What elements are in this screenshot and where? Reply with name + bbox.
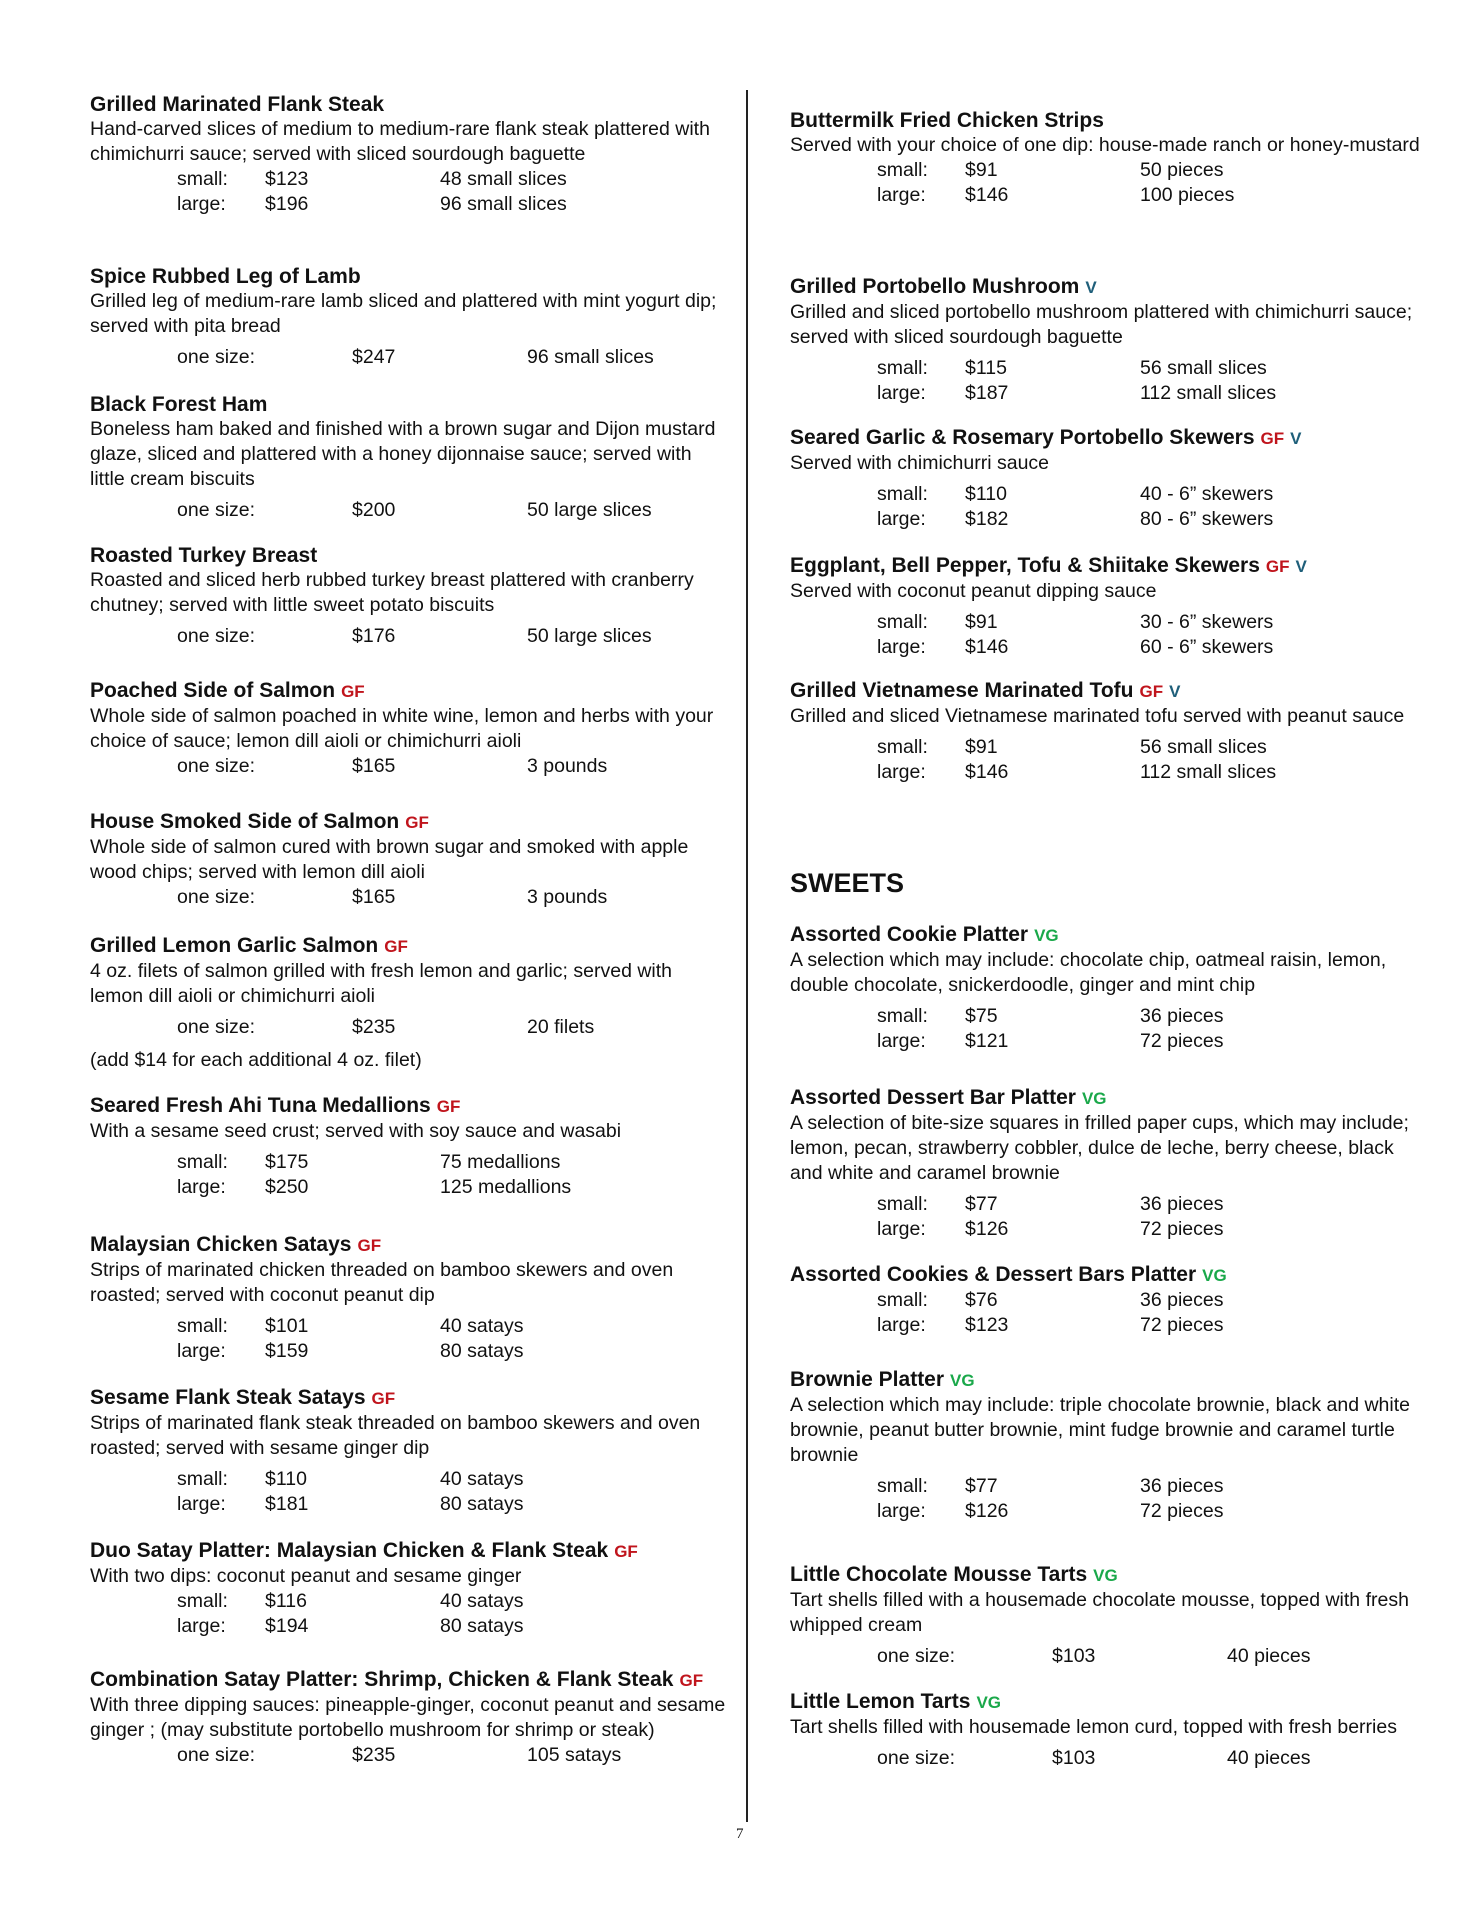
- quantity-value: 40 - 6” skewers: [1140, 483, 1274, 505]
- size-label: one size:: [177, 755, 256, 777]
- price-value: $75: [965, 1005, 998, 1027]
- price-value: $123: [265, 168, 309, 190]
- price-block: [790, 482, 1430, 532]
- item-description: Grilled leg of medium-rare lamb sliced and plattered with mint yogurt dip; served with pita bread: [90, 290, 717, 337]
- item-title: [90, 809, 730, 835]
- menu-item: [90, 933, 730, 1073]
- price-block: [790, 1644, 1430, 1669]
- size-label: large:: [877, 1500, 926, 1522]
- menu-item: [790, 678, 1430, 785]
- dietary-badge: VG: [1202, 1266, 1227, 1285]
- price-row: [90, 1175, 730, 1200]
- price-value: $146: [965, 761, 1009, 783]
- price-value: $146: [965, 636, 1009, 658]
- quantity-value: 50 pieces: [1140, 159, 1224, 181]
- dietary-badge: GF: [1265, 557, 1290, 576]
- size-label: small:: [177, 1315, 228, 1337]
- price-value: $103: [1052, 1747, 1096, 1769]
- item-title-text: Sesame Flank Steak Satays: [90, 1386, 366, 1409]
- item-title: [790, 1562, 1430, 1588]
- item-title: [790, 678, 1430, 704]
- quantity-value: 100 pieces: [1140, 184, 1235, 206]
- quantity-value: 40 pieces: [1227, 1645, 1311, 1667]
- menu-item: [790, 1085, 1430, 1242]
- price-value: $76: [965, 1289, 998, 1311]
- price-value: $91: [965, 159, 998, 181]
- quantity-value: 105 satays: [527, 1744, 622, 1766]
- item-description: Boneless ham baked and finished with a brown sugar and Dijon mustard glaze, sliced and plattered with a honey dijonnaise sauce; served with little cream biscuits: [90, 418, 716, 490]
- price-block: [90, 498, 730, 523]
- price-value: $200: [352, 499, 396, 521]
- size-label: large:: [177, 193, 226, 215]
- item-title: [90, 264, 730, 289]
- price-row: [790, 356, 1430, 381]
- quantity-value: 56 small slices: [1140, 736, 1267, 758]
- price-value: $115: [965, 357, 1007, 379]
- size-label: large:: [877, 184, 926, 206]
- quantity-value: 30 - 6” skewers: [1140, 611, 1274, 633]
- size-label: small:: [877, 483, 928, 505]
- dietary-badge: GF: [679, 1671, 704, 1690]
- size-label: small:: [877, 1289, 928, 1311]
- size-label: large:: [877, 508, 926, 530]
- menu-item: [790, 425, 1430, 532]
- price-row: [90, 167, 730, 192]
- item-title: [90, 1385, 730, 1411]
- price-row: [90, 345, 730, 370]
- quantity-value: 72 pieces: [1140, 1500, 1224, 1522]
- item-title-text: Combination Satay Platter: Shrimp, Chicken & Flank Steak: [90, 1668, 674, 1691]
- price-value: $176: [352, 625, 396, 647]
- price-row: [790, 1313, 1430, 1338]
- quantity-value: 3 pounds: [527, 755, 608, 777]
- price-block: [90, 1743, 730, 1768]
- item-title: [90, 1093, 730, 1119]
- size-label: small:: [877, 1475, 928, 1497]
- price-row: [790, 735, 1430, 760]
- price-value: $235: [352, 1744, 396, 1766]
- menu-item: [90, 392, 730, 523]
- quantity-value: 112 small slices: [1140, 382, 1277, 404]
- quantity-value: 72 pieces: [1140, 1314, 1224, 1336]
- size-label: large:: [877, 1218, 926, 1240]
- size-label: one size:: [177, 346, 256, 368]
- menu-item: [90, 809, 730, 910]
- item-title: [90, 92, 730, 117]
- price-block: [90, 885, 730, 910]
- item-description: 4 oz. filets of salmon grilled with fresh lemon and garlic; served with lemon dill aioli or chimichurri aioli: [90, 960, 673, 1007]
- dietary-badge: GF: [405, 813, 429, 832]
- size-label: large:: [877, 1314, 926, 1336]
- item-title: [790, 553, 1430, 579]
- quantity-value: 75 medallions: [440, 1151, 561, 1173]
- price-block: [90, 1015, 730, 1040]
- price-row: [790, 760, 1430, 785]
- item-title-text: Assorted Cookie Platter: [790, 923, 1029, 946]
- quantity-value: 80 satays: [440, 1340, 524, 1362]
- item-title-text: Seared Fresh Ahi Tuna Medallions: [90, 1094, 431, 1117]
- price-block: [790, 1192, 1430, 1242]
- item-description: Served with coconut peanut dipping sauce: [790, 580, 1157, 602]
- item-title: [790, 1085, 1430, 1111]
- item-description: Whole side of salmon cured with brown sugar and smoked with apple wood chips; served with lemon dill aioli: [90, 836, 689, 883]
- menu-item: [90, 1232, 730, 1364]
- item-description: Hand-carved slices of medium to medium-rare flank steak plattered with chimichurri sauce; served with sliced sourdough baguette: [90, 118, 710, 165]
- item-title-text: Assorted Cookies & Dessert Bars Platter: [790, 1263, 1197, 1286]
- item-title: [90, 1538, 730, 1564]
- price-row: [790, 1746, 1430, 1771]
- quantity-value: 60 - 6” skewers: [1140, 636, 1274, 658]
- dietary-badge: GF: [341, 682, 365, 701]
- item-title: [90, 543, 730, 568]
- menu-item: [790, 1562, 1430, 1669]
- price-value: $247: [352, 346, 396, 368]
- menu-item: [790, 108, 1430, 208]
- price-row: [790, 635, 1430, 660]
- price-row: [790, 158, 1430, 183]
- size-label: small:: [177, 1468, 228, 1490]
- size-label: large:: [877, 761, 926, 783]
- item-title-text: House Smoked Side of Salmon: [90, 810, 400, 833]
- dietary-badge: GF: [1260, 429, 1285, 448]
- price-block: [790, 1746, 1430, 1771]
- size-label: small:: [177, 168, 228, 190]
- item-title-text: Buttermilk Fried Chicken Strips: [790, 109, 1104, 132]
- price-value: $77: [965, 1193, 998, 1215]
- item-title-text: Brownie Platter: [790, 1368, 945, 1391]
- quantity-value: 40 satays: [440, 1590, 524, 1612]
- size-label: small:: [177, 1590, 228, 1612]
- price-block: [790, 1474, 1430, 1524]
- size-label: large:: [177, 1176, 226, 1198]
- sweets-heading: SWEETS: [790, 868, 905, 898]
- menu-item: [790, 274, 1430, 406]
- price-value: $187: [965, 382, 1009, 404]
- price-row: [790, 1192, 1430, 1217]
- price-row: [790, 1644, 1430, 1669]
- item-description: Served with chimichurri sauce: [790, 452, 1050, 474]
- price-block: [90, 1150, 730, 1200]
- price-value: $77: [965, 1475, 998, 1497]
- menu-item: [790, 1262, 1430, 1338]
- dietary-badge: VG: [950, 1371, 975, 1390]
- item-title-text: Poached Side of Salmon: [90, 679, 336, 702]
- price-row: [790, 1474, 1430, 1499]
- quantity-value: 112 small slices: [1140, 761, 1277, 783]
- quantity-value: 40 pieces: [1227, 1747, 1311, 1769]
- price-value: $91: [965, 736, 998, 758]
- item-description: Roasted and sliced herb rubbed turkey breast plattered with cranberry chutney; served with little sweet potato biscuits: [90, 569, 694, 616]
- price-value: $101: [265, 1315, 309, 1337]
- price-row: [790, 183, 1430, 208]
- size-label: small:: [877, 1193, 928, 1215]
- quantity-value: 20 filets: [527, 1016, 595, 1038]
- price-block: [790, 1004, 1430, 1054]
- menu-item: [90, 1385, 730, 1517]
- size-label: large:: [877, 1030, 926, 1052]
- dietary-badge: GF: [436, 1097, 461, 1116]
- price-row: [790, 1004, 1430, 1029]
- size-label: one size:: [177, 1016, 256, 1038]
- item-description: Strips of marinated chicken threaded on bamboo skewers and oven roasted; served with coconut peanut dip: [90, 1259, 674, 1306]
- menu-item: [90, 1538, 730, 1639]
- size-label: large:: [877, 382, 926, 404]
- item-description: Tart shells filled with housemade lemon curd, topped with fresh berries: [790, 1716, 1397, 1738]
- item-title: [90, 1667, 730, 1693]
- size-label: small:: [877, 159, 928, 181]
- item-description: With three dipping sauces: pineapple-ginger, coconut peanut and sesame ginger ; (may substitute portobello mushroom for shrimp or steak): [90, 1694, 726, 1741]
- price-block: [90, 1467, 730, 1517]
- size-label: small:: [877, 736, 928, 758]
- size-label: one size:: [177, 499, 256, 521]
- item-title-text: Grilled Lemon Garlic Salmon: [90, 934, 379, 957]
- quantity-value: 40 satays: [440, 1468, 524, 1490]
- item-description: Tart shells filled with a housemade chocolate mousse, topped with fresh whipped cream: [790, 1589, 1409, 1636]
- price-row: [790, 1217, 1430, 1242]
- quantity-value: 3 pounds: [527, 886, 608, 908]
- price-row: [90, 192, 730, 217]
- quantity-value: 96 small slices: [440, 193, 567, 215]
- price-value: $103: [1052, 1645, 1096, 1667]
- quantity-value: 50 large slices: [527, 499, 652, 521]
- price-row: [90, 1150, 730, 1175]
- item-title-text: Seared Garlic & Rosemary Portobello Skewers: [790, 426, 1255, 449]
- dietary-badge: GF: [357, 1236, 382, 1255]
- size-label: one size:: [177, 625, 256, 647]
- item-title-text: Black Forest Ham: [90, 393, 268, 416]
- size-label: small:: [877, 611, 928, 633]
- quantity-value: 48 small slices: [440, 168, 567, 190]
- dietary-badge: V: [1295, 557, 1307, 576]
- item-description: Grilled and sliced Vietnamese marinated tofu served with peanut sauce: [790, 705, 1405, 727]
- price-row: [790, 610, 1430, 635]
- dietary-badge: VG: [976, 1693, 1002, 1712]
- price-value: $175: [265, 1151, 309, 1173]
- quantity-value: 80 satays: [440, 1615, 524, 1637]
- price-value: $194: [265, 1615, 309, 1637]
- price-block: [90, 624, 730, 649]
- item-description: Grilled and sliced portobello mushroom plattered with chimichurri sauce; served with sliced sourdough baguette: [790, 301, 1413, 348]
- price-block: [790, 356, 1430, 406]
- price-row: [90, 624, 730, 649]
- dietary-badge: GF: [614, 1542, 638, 1561]
- item-title-text: Little Lemon Tarts: [790, 1690, 971, 1713]
- price-row: [90, 1015, 730, 1040]
- price-block: [90, 1314, 730, 1364]
- item-title: [790, 1689, 1430, 1715]
- item-description: A selection of bite-size squares in frilled paper cups, which may include; lemon, pecan, strawberry cobbler, dulce de leche, berry cheese, black and white and caramel brownie: [790, 1112, 1409, 1184]
- price-row: [790, 1029, 1430, 1054]
- menu-item: [90, 264, 730, 370]
- price-row: [790, 507, 1430, 532]
- item-title-text: Eggplant, Bell Pepper, Tofu & Shiitake Skewers: [790, 554, 1260, 577]
- quantity-value: 80 satays: [440, 1493, 524, 1515]
- item-title-text: Grilled Marinated Flank Steak: [90, 93, 385, 116]
- price-value: $91: [965, 611, 998, 633]
- menu-item: [90, 1667, 730, 1768]
- dietary-badge: V: [1085, 278, 1097, 297]
- item-title: [790, 1367, 1430, 1393]
- item-description: Served with your choice of one dip: house-made ranch or honey-mustard: [790, 134, 1420, 156]
- price-value: $235: [352, 1016, 396, 1038]
- size-label: large:: [177, 1615, 226, 1637]
- price-row: [90, 498, 730, 523]
- item-description: Whole side of salmon poached in white wine, lemon and herbs with your choice of sauce; lemon dill aioli or chimichurri aioli: [90, 705, 714, 752]
- price-value: $250: [265, 1176, 309, 1198]
- item-title: [790, 1262, 1430, 1288]
- quantity-value: 80 - 6” skewers: [1140, 508, 1274, 530]
- size-label: large:: [177, 1493, 226, 1515]
- size-label: small:: [877, 1005, 928, 1027]
- item-title-text: Duo Satay Platter: Malaysian Chicken & Flank Steak: [90, 1539, 609, 1562]
- item-title-text: Assorted Dessert Bar Platter: [790, 1086, 1076, 1109]
- item-title-text: Little Chocolate Mousse Tarts: [790, 1563, 1088, 1586]
- quantity-value: 36 pieces: [1140, 1005, 1224, 1027]
- quantity-value: 125 medallions: [440, 1176, 572, 1198]
- price-block: [790, 158, 1430, 208]
- price-block: [90, 167, 730, 217]
- size-label: one size:: [877, 1645, 956, 1667]
- price-value: $110: [965, 483, 1007, 505]
- price-row: [90, 1339, 730, 1364]
- quantity-value: 36 pieces: [1140, 1289, 1224, 1311]
- quantity-value: 36 pieces: [1140, 1475, 1224, 1497]
- quantity-value: 56 small slices: [1140, 357, 1267, 379]
- dietary-badge: GF: [384, 937, 408, 956]
- price-row: [790, 1499, 1430, 1524]
- item-description: Strips of marinated flank steak threaded on bamboo skewers and oven roasted; served with sesame ginger dip: [90, 1412, 701, 1459]
- price-row: [790, 482, 1430, 507]
- quantity-value: 36 pieces: [1140, 1193, 1224, 1215]
- item-title: [90, 1232, 730, 1258]
- item-description: A selection which may include: chocolate chip, oatmeal raisin, lemon, double chocolate, snickerdoodle, ginger and mint chip: [790, 949, 1387, 996]
- menu-item: [90, 678, 730, 779]
- item-title-text: Spice Rubbed Leg of Lamb: [90, 265, 361, 288]
- menu-item: [790, 1367, 1430, 1524]
- price-row: [90, 1743, 730, 1768]
- dietary-badge: GF: [371, 1389, 396, 1408]
- price-value: $126: [965, 1500, 1009, 1522]
- size-label: large:: [877, 636, 926, 658]
- dietary-badge: GF: [1139, 682, 1164, 701]
- item-description: A selection which may include: triple chocolate brownie, black and white brownie, peanut butter brownie, mint fudge brownie and caramel turtle brownie: [790, 1394, 1411, 1466]
- price-block: [790, 735, 1430, 785]
- item-title: [790, 922, 1430, 948]
- item-title: [90, 678, 730, 704]
- item-title-text: Malaysian Chicken Satays: [90, 1233, 352, 1256]
- quantity-value: 96 small slices: [527, 346, 654, 368]
- price-value: $181: [265, 1493, 309, 1515]
- menu-item: [790, 553, 1430, 660]
- menu-item: [790, 922, 1430, 1054]
- price-value: $146: [965, 184, 1009, 206]
- price-value: $165: [352, 886, 396, 908]
- price-row: [90, 754, 730, 779]
- price-value: $116: [265, 1590, 307, 1612]
- item-title: [790, 108, 1430, 133]
- dietary-badge: V: [1169, 682, 1181, 701]
- size-label: small:: [177, 1151, 228, 1173]
- column-divider: [746, 90, 748, 1822]
- size-label: one size:: [877, 1747, 956, 1769]
- quantity-value: 40 satays: [440, 1315, 524, 1337]
- menu-item: [790, 1689, 1430, 1771]
- price-row: [90, 1614, 730, 1639]
- dietary-badge: V: [1290, 429, 1302, 448]
- page-number: 7: [736, 1826, 744, 1842]
- item-title-text: Grilled Portobello Mushroom: [790, 275, 1080, 298]
- size-label: one size:: [177, 1744, 256, 1766]
- dietary-badge: VG: [1034, 926, 1059, 945]
- price-value: $165: [352, 755, 396, 777]
- price-value: $159: [265, 1340, 309, 1362]
- quantity-value: 50 large slices: [527, 625, 652, 647]
- price-row: [90, 1589, 730, 1614]
- item-description: With a sesame seed crust; served with soy sauce and wasabi: [90, 1120, 622, 1142]
- price-row: [790, 1288, 1430, 1313]
- price-value: $196: [265, 193, 309, 215]
- item-title: [90, 392, 730, 417]
- price-value: $182: [965, 508, 1009, 530]
- price-row: [90, 1492, 730, 1517]
- item-note: (add $14 for each additional 4 oz. filet): [90, 1049, 422, 1071]
- size-label: one size:: [177, 886, 256, 908]
- item-title-text: Grilled Vietnamese Marinated Tofu: [790, 679, 1134, 702]
- item-title: [90, 933, 730, 959]
- price-value: $110: [265, 1468, 307, 1490]
- price-block: [90, 754, 730, 779]
- price-value: $123: [965, 1314, 1009, 1336]
- price-block: [90, 1589, 730, 1639]
- price-row: [90, 1314, 730, 1339]
- size-label: large:: [177, 1340, 226, 1362]
- price-block: [90, 345, 730, 370]
- dietary-badge: VG: [1093, 1566, 1118, 1585]
- price-value: $126: [965, 1218, 1009, 1240]
- price-row: [90, 1467, 730, 1492]
- item-description: With two dips: coconut peanut and sesame ginger: [90, 1565, 522, 1587]
- dietary-badge: VG: [1081, 1089, 1107, 1108]
- item-title-text: Roasted Turkey Breast: [90, 544, 318, 567]
- price-row: [90, 885, 730, 910]
- quantity-value: 72 pieces: [1140, 1218, 1224, 1240]
- menu-item: [90, 1093, 730, 1200]
- size-label: small:: [877, 357, 928, 379]
- price-block: [790, 1288, 1430, 1338]
- price-block: [790, 610, 1430, 660]
- item-title: [790, 425, 1430, 451]
- quantity-value: 72 pieces: [1140, 1030, 1224, 1052]
- item-title: [790, 274, 1430, 300]
- price-value: $121: [965, 1030, 1009, 1052]
- price-row: [790, 381, 1430, 406]
- menu-item: [90, 543, 730, 649]
- menu-item: [90, 92, 730, 217]
